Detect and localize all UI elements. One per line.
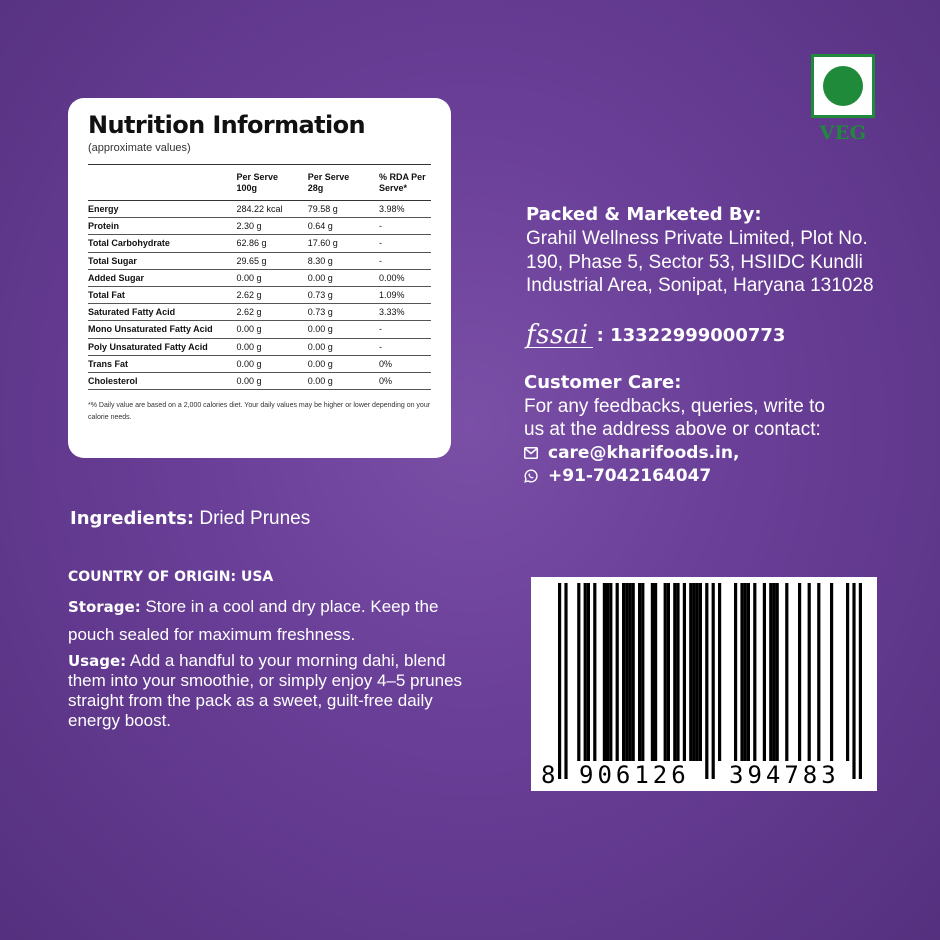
- barcode: [531, 577, 877, 791]
- barcode-bar: [676, 583, 679, 761]
- barcode-bar: [718, 583, 721, 761]
- barcode-bar: [564, 583, 567, 779]
- header-rda-text: % RDA Per Serve*: [379, 172, 426, 193]
- customer-care-line: For any feedbacks, queries, write to: [524, 396, 825, 417]
- nutrient-name: Cholesterol: [88, 372, 236, 389]
- barcode-digit-group: 906126: [579, 761, 690, 789]
- barcode-bar: [593, 583, 596, 761]
- per-28g-value: 0.00 g: [308, 338, 379, 355]
- rda-value: -: [379, 321, 431, 338]
- rda-value: -: [379, 218, 431, 235]
- barcode-bars-icon: [531, 577, 877, 791]
- usage-text: Add a handful to your morning dahi, blend them into your smoothie, or simply enjoy 4–5 prunes straight from the pack as a sweet, guilt-free daily energy boost.: [68, 651, 463, 730]
- address-line: 190, Phase 5, Sector 53, HSIIDC Kundli: [526, 251, 863, 273]
- barcode-bar: [628, 583, 631, 761]
- per-100g-value: 0.00 g: [236, 338, 307, 355]
- nutrition-panel: [68, 98, 451, 458]
- nutrition-row: [88, 286, 431, 303]
- nutrient-name: Poly Unsaturated Fatty Acid: [88, 338, 236, 355]
- barcode-bar: [705, 583, 708, 779]
- nutrition-footnote: *% Daily value are based on a 2,000 calories diet. Your daily values may be higher or lower depending on your calorie needs.: [88, 402, 431, 422]
- nutrition-row: [88, 269, 431, 286]
- barcode-bar: [683, 583, 686, 761]
- fssai-license: [526, 318, 785, 352]
- header-rda: [379, 165, 431, 201]
- nutrition-title: Nutrition Information: [88, 111, 365, 139]
- barcode-bar: [785, 583, 788, 761]
- barcode-bar: [622, 583, 625, 761]
- barcode-bar: [846, 583, 849, 761]
- ingredients: [70, 508, 310, 530]
- nutrition-subtitle: (approximate values): [88, 142, 191, 154]
- email-contact[interactable]: [524, 441, 924, 464]
- country-of-origin: COUNTRY OF ORIGIN: USA: [68, 569, 274, 585]
- ingredients-label: Ingredients:: [70, 508, 195, 529]
- customer-care-text: [524, 395, 924, 441]
- barcode-bar: [744, 583, 747, 761]
- packed-by-section: [526, 204, 926, 298]
- barcode-bar: [577, 583, 580, 761]
- barcode-bar: [651, 583, 654, 761]
- nutrition-row: [88, 338, 431, 355]
- barcode-bar: [606, 583, 609, 761]
- rda-value: 1.09%: [379, 286, 431, 303]
- header-per-100g: [236, 165, 307, 201]
- storage-label: Storage:: [68, 598, 141, 616]
- nutrition-row: [88, 304, 431, 321]
- per-28g-value: 0.00 g: [308, 269, 379, 286]
- barcode-bar: [776, 583, 779, 761]
- rda-value: 0%: [379, 372, 431, 389]
- rda-value: 3.98%: [379, 201, 431, 218]
- rda-value: -: [379, 235, 431, 252]
- fssai-logo-icon: fssai: [526, 323, 593, 348]
- barcode-bar: [625, 583, 628, 761]
- nutrient-name: Trans Fat: [88, 355, 236, 372]
- barcode-bar: [747, 583, 750, 761]
- per-100g-value: 0.00 g: [236, 269, 307, 286]
- per-100g-value: 62.86 g: [236, 235, 307, 252]
- nutrient-name: Mono Unsaturated Fatty Acid: [88, 321, 236, 338]
- nutrient-name: Added Sugar: [88, 269, 236, 286]
- nutrition-row: [88, 201, 431, 218]
- email-link[interactable]: care@kharifoods.in,: [548, 442, 740, 463]
- header-per-28g-text: Per Serve 28g: [307, 172, 350, 193]
- barcode-bar: [798, 583, 801, 761]
- barcode-bar: [740, 583, 743, 761]
- mail-icon: [524, 447, 538, 459]
- per-100g-value: 0.00 g: [236, 321, 307, 338]
- barcode-bar: [603, 583, 606, 761]
- barcode-digit-group: 8: [541, 761, 556, 789]
- nutrition-row: [88, 218, 431, 235]
- barcode-bar: [558, 583, 561, 779]
- nutrition-row: [88, 372, 431, 389]
- per-28g-value: 0.64 g: [308, 218, 379, 235]
- per-28g-value: 0.73 g: [308, 286, 379, 303]
- header-per-28g: [308, 165, 379, 201]
- nutrient-name: Total Sugar: [88, 252, 236, 269]
- customer-care-title: Customer Care:: [524, 372, 682, 393]
- barcode-bar: [859, 583, 862, 779]
- barcode-bar: [667, 583, 670, 761]
- packed-by-title: Packed & Marketed By:: [526, 204, 762, 225]
- packed-by-address: [526, 227, 926, 298]
- nutrition-header-row: [88, 165, 431, 201]
- per-28g-value: 17.60 g: [308, 235, 379, 252]
- veg-mark-icon: [811, 54, 875, 118]
- storage-text: Store in a cool and dry place. Keep the pouch sealed for maximum freshness.: [68, 597, 439, 644]
- rda-value: -: [379, 252, 431, 269]
- customer-care-line: us at the address above or contact:: [524, 419, 821, 440]
- per-28g-value: 0.00 g: [308, 372, 379, 389]
- nutrition-row: [88, 321, 431, 338]
- usage-label: Usage:: [68, 652, 127, 670]
- barcode-bar: [673, 583, 676, 761]
- per-100g-value: 0.00 g: [236, 372, 307, 389]
- per-100g-value: 2.62 g: [236, 304, 307, 321]
- barcode-bar: [699, 583, 702, 761]
- storage-info: [68, 593, 458, 648]
- address-line: Industrial Area, Sonipat, Haryana 131028: [526, 275, 874, 296]
- nutrient-name: Protein: [88, 218, 236, 235]
- header-nutrient: [88, 165, 236, 201]
- header-per-100g-text: Per Serve 100g: [236, 172, 279, 193]
- nutrition-table: [88, 164, 431, 390]
- barcode-bar: [696, 583, 699, 761]
- fssai-number: : 13322999000773: [596, 324, 786, 346]
- veg-dot-icon: [823, 66, 863, 106]
- barcode-bar: [753, 583, 756, 761]
- barcode-bar: [641, 583, 644, 761]
- nutrient-name: Total Fat: [88, 286, 236, 303]
- customer-care-section: [524, 372, 924, 487]
- rda-value: 0%: [379, 355, 431, 372]
- nutrition-row: [88, 235, 431, 252]
- nutrition-row: [88, 355, 431, 372]
- per-100g-value: 0.00 g: [236, 355, 307, 372]
- per-100g-value: 284.22 kcal: [236, 201, 307, 218]
- phone-number[interactable]: +91-7042164047: [548, 465, 712, 486]
- nutrition-row: [88, 252, 431, 269]
- per-28g-value: 0.00 g: [308, 355, 379, 372]
- rda-value: 3.33%: [379, 304, 431, 321]
- barcode-bar: [712, 583, 715, 779]
- barcode-bar: [817, 583, 820, 761]
- veg-label: VEG: [819, 122, 867, 144]
- barcode-bar: [609, 583, 612, 761]
- per-100g-value: 29.65 g: [236, 252, 307, 269]
- barcode-bar: [616, 583, 619, 761]
- barcode-digit-group: 394783: [729, 761, 840, 789]
- usage-info: [68, 651, 468, 731]
- barcode-bar: [692, 583, 695, 761]
- barcode-bar: [734, 583, 737, 761]
- rda-value: -: [379, 338, 431, 355]
- nutrient-name: Total Carbohydrate: [88, 235, 236, 252]
- barcode-bar: [587, 583, 590, 761]
- barcode-bar: [664, 583, 667, 761]
- barcode-bar: [763, 583, 766, 761]
- barcode-number: [531, 761, 877, 787]
- per-28g-value: 8.30 g: [308, 252, 379, 269]
- ingredients-value: Dried Prunes: [194, 508, 311, 529]
- barcode-bar: [584, 583, 587, 761]
- per-28g-value: 0.73 g: [308, 304, 379, 321]
- barcode-bar: [689, 583, 692, 761]
- barcode-bar: [772, 583, 775, 761]
- per-100g-value: 2.30 g: [236, 218, 307, 235]
- barcode-bar: [654, 583, 657, 761]
- barcode-bar: [852, 583, 855, 779]
- rda-value: 0.00%: [379, 269, 431, 286]
- per-28g-value: 0.00 g: [308, 321, 379, 338]
- per-28g-value: 79.58 g: [308, 201, 379, 218]
- address-line: Grahil Wellness Private Limited, Plot No.: [526, 228, 868, 249]
- per-100g-value: 2.62 g: [236, 286, 307, 303]
- nutrient-name: Saturated Fatty Acid: [88, 304, 236, 321]
- barcode-bar: [769, 583, 772, 761]
- barcode-bar: [632, 583, 635, 761]
- barcode-bar: [830, 583, 833, 761]
- barcode-bar: [808, 583, 811, 761]
- nutrient-name: Energy: [88, 201, 236, 218]
- whatsapp-icon: [524, 469, 538, 483]
- phone-contact[interactable]: [524, 464, 924, 487]
- barcode-bar: [638, 583, 641, 761]
